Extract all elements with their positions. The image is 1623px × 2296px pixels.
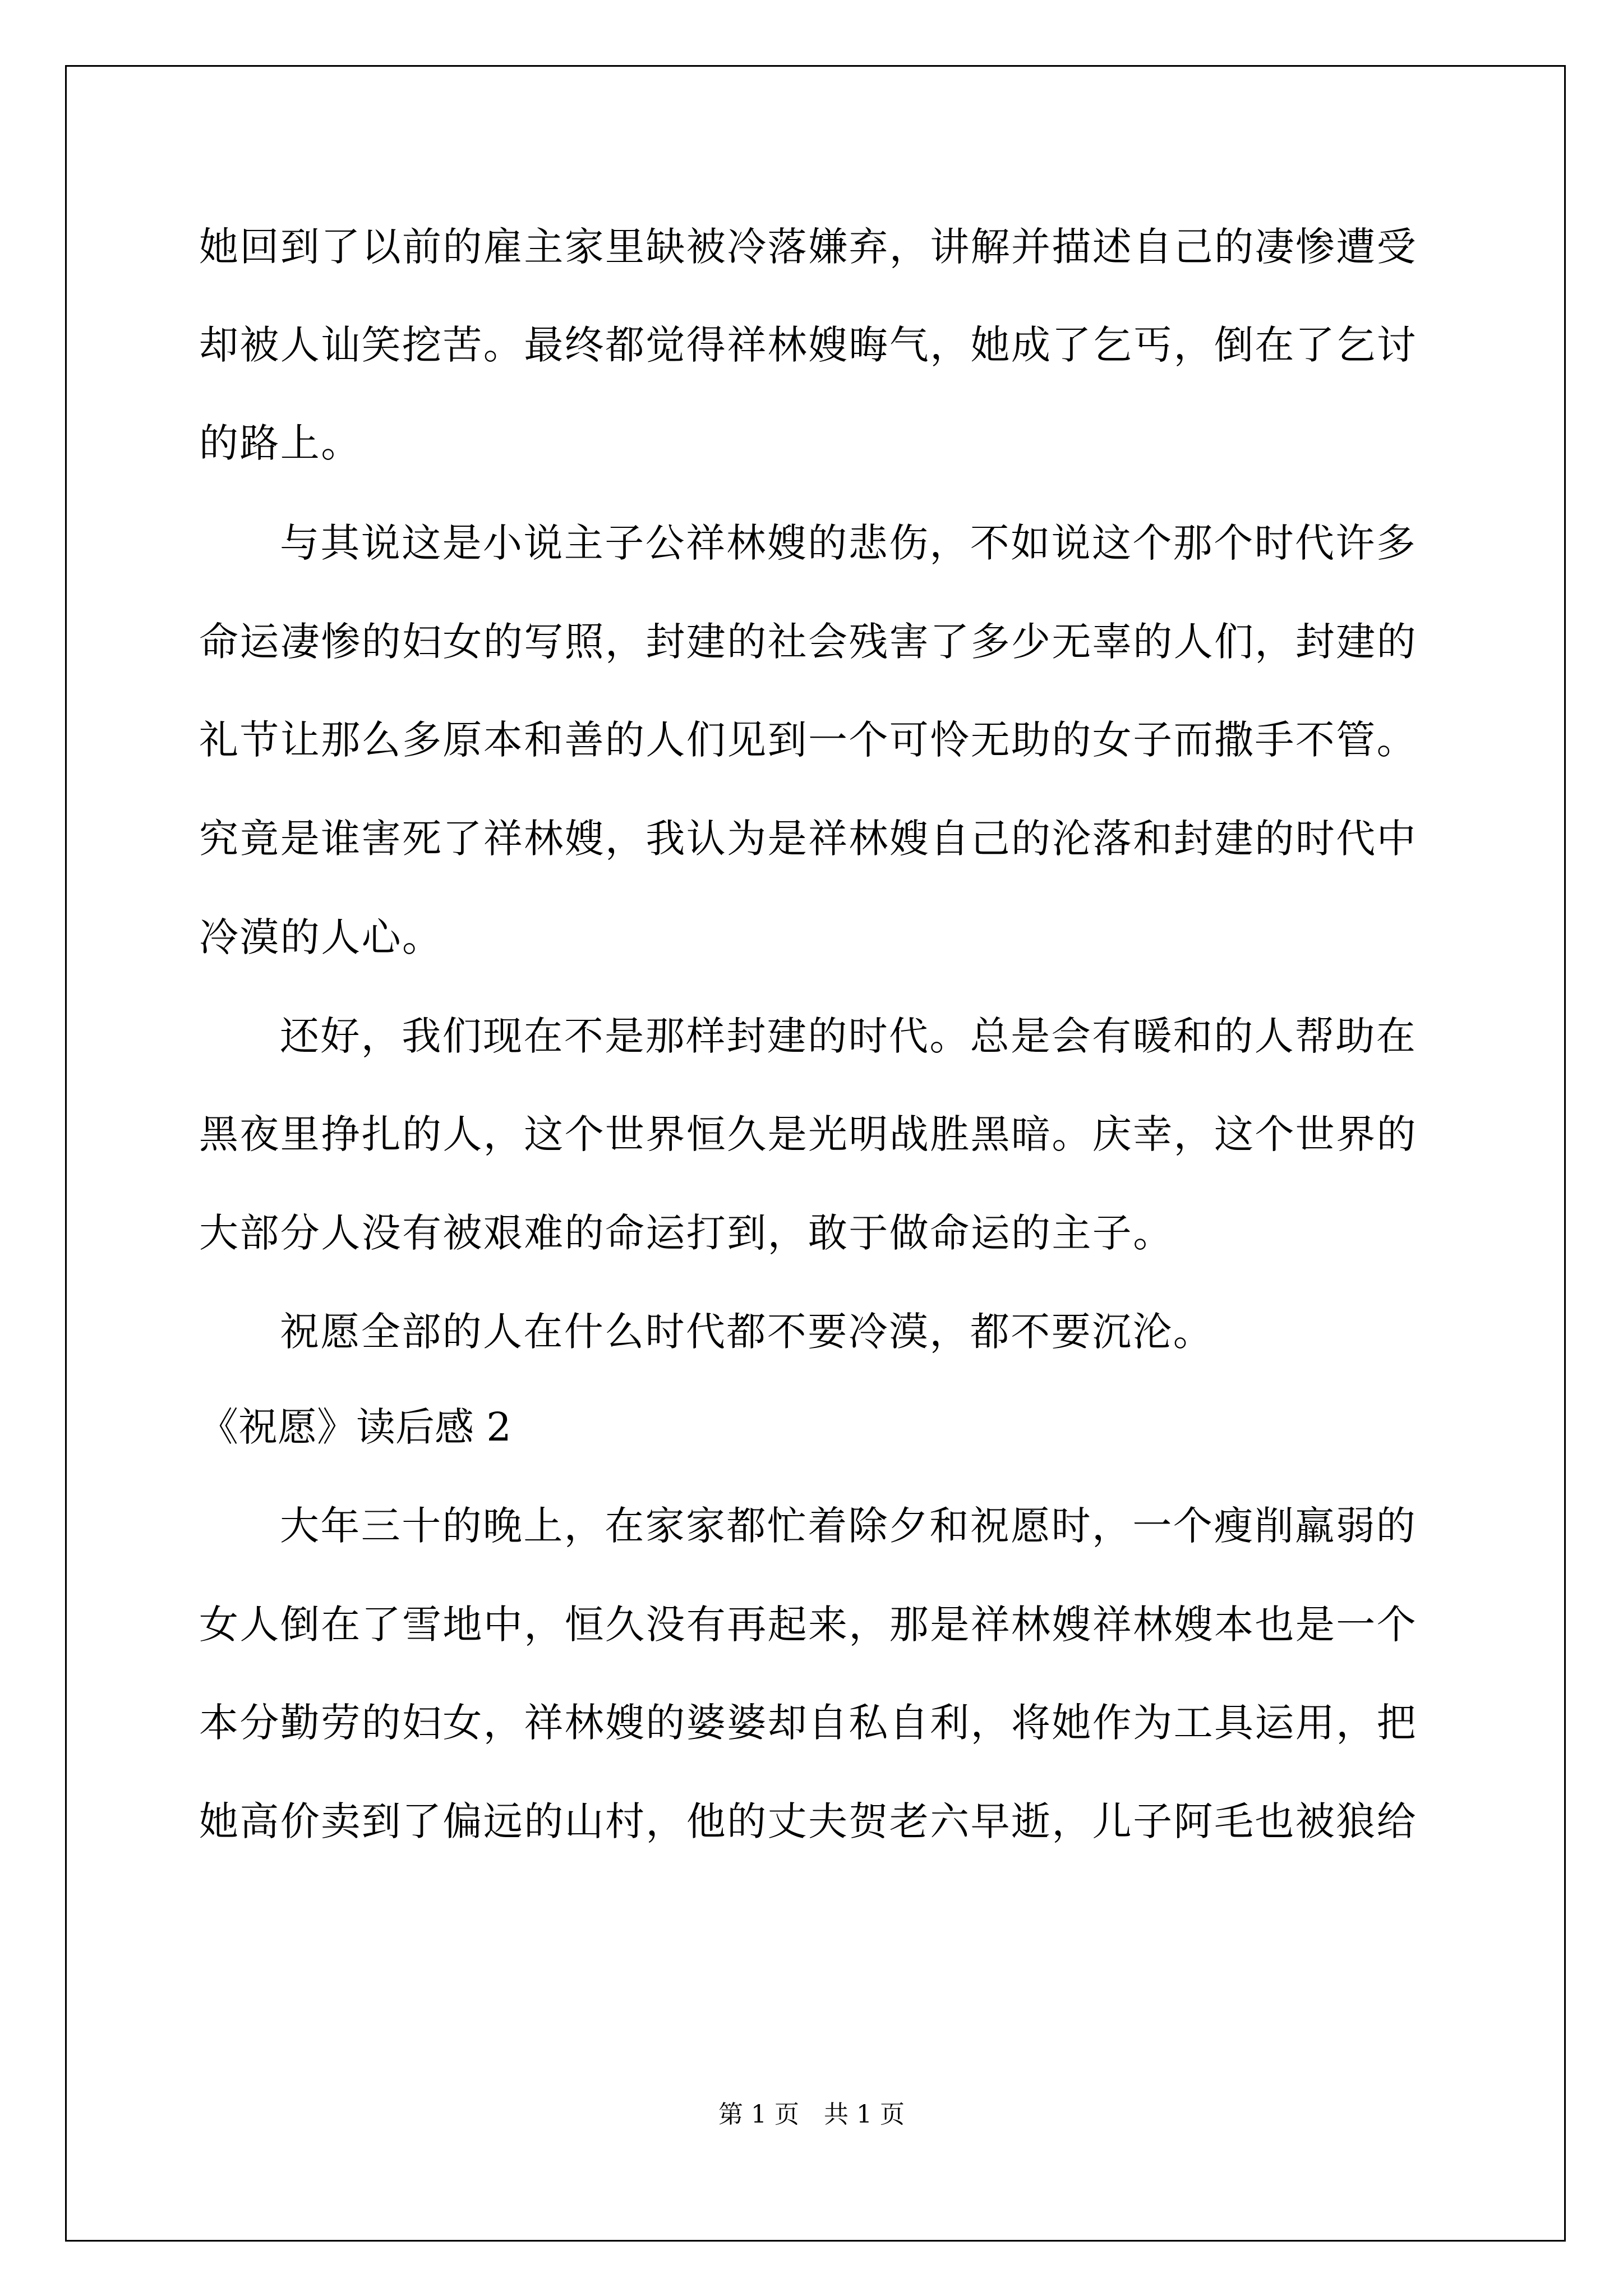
paragraph-1-line-1: 她回到了以前的雇主家里缺被冷落嫌弃，讲解并描述自己的凄惨遭受 [199,224,1417,270]
paragraph-2-line-3: 礼节让那么多原本和善的人们见到一个可怜无助的女子而撒手不管。 [199,717,1417,763]
page-footer [0,2098,1623,2132]
paragraph-3-line-1: 还好，我们现在不是那样封建的时代。总是会有暖和的人帮助在 [280,1013,1417,1059]
section-heading: 《祝愿》读后感 2 [199,1404,511,1450]
paragraph-3-line-2: 黑夜里挣扎的人，这个世界恒久是光明战胜黑暗。庆幸，这个世界的 [199,1111,1417,1157]
paragraph-2-line-2: 命运凄惨的妇女的写照，封建的社会残害了多少无辜的人们，封建的 [199,619,1417,665]
paragraph-2-line-4: 究竟是谁害死了祥林嫂，我认为是祥林嫂自己的沦落和封建的时代中 [199,816,1417,862]
paragraph-2-line-1: 与其说这是小说主子公祥林嫂的悲伤，不如说这个那个时代许多 [280,520,1417,566]
paragraph-5-line-4: 她高价卖到了偏远的山村，他的丈夫贺老六早逝，儿子阿毛也被狼给 [199,1798,1417,1844]
page-total: 共 1 页 [824,2100,905,2129]
paragraph-3-line-3: 大部分人没有被艰难的命运打到，敢于做命运的主子。 [199,1210,1174,1256]
paragraph-4-line-1: 祝愿全部的人在什么时代都不要冷漠，都不要沉沦。 [280,1309,1214,1355]
paragraph-1-line-2: 却被人讪笑挖苦。最终都觉得祥林嫂晦气，她成了乞丐，倒在了乞讨 [199,322,1417,368]
paragraph-1-line-3: 的路上。 [199,420,362,466]
paragraph-2-line-5: 冷漠的人心。 [199,914,443,960]
paragraph-5-line-3: 本分勤劳的妇女，祥林嫂的婆婆却自私自利，将她作为工具运用，把 [199,1700,1417,1746]
paragraph-5-line-1: 大年三十的晚上，在家家都忙着除夕和祝愿时，一个瘦削羸弱的 [280,1503,1417,1549]
page-number: 第 1 页 [718,2100,799,2129]
paragraph-5-line-2: 女人倒在了雪地中，恒久没有再起来，那是祥林嫂祥林嫂本也是一个 [199,1602,1417,1648]
